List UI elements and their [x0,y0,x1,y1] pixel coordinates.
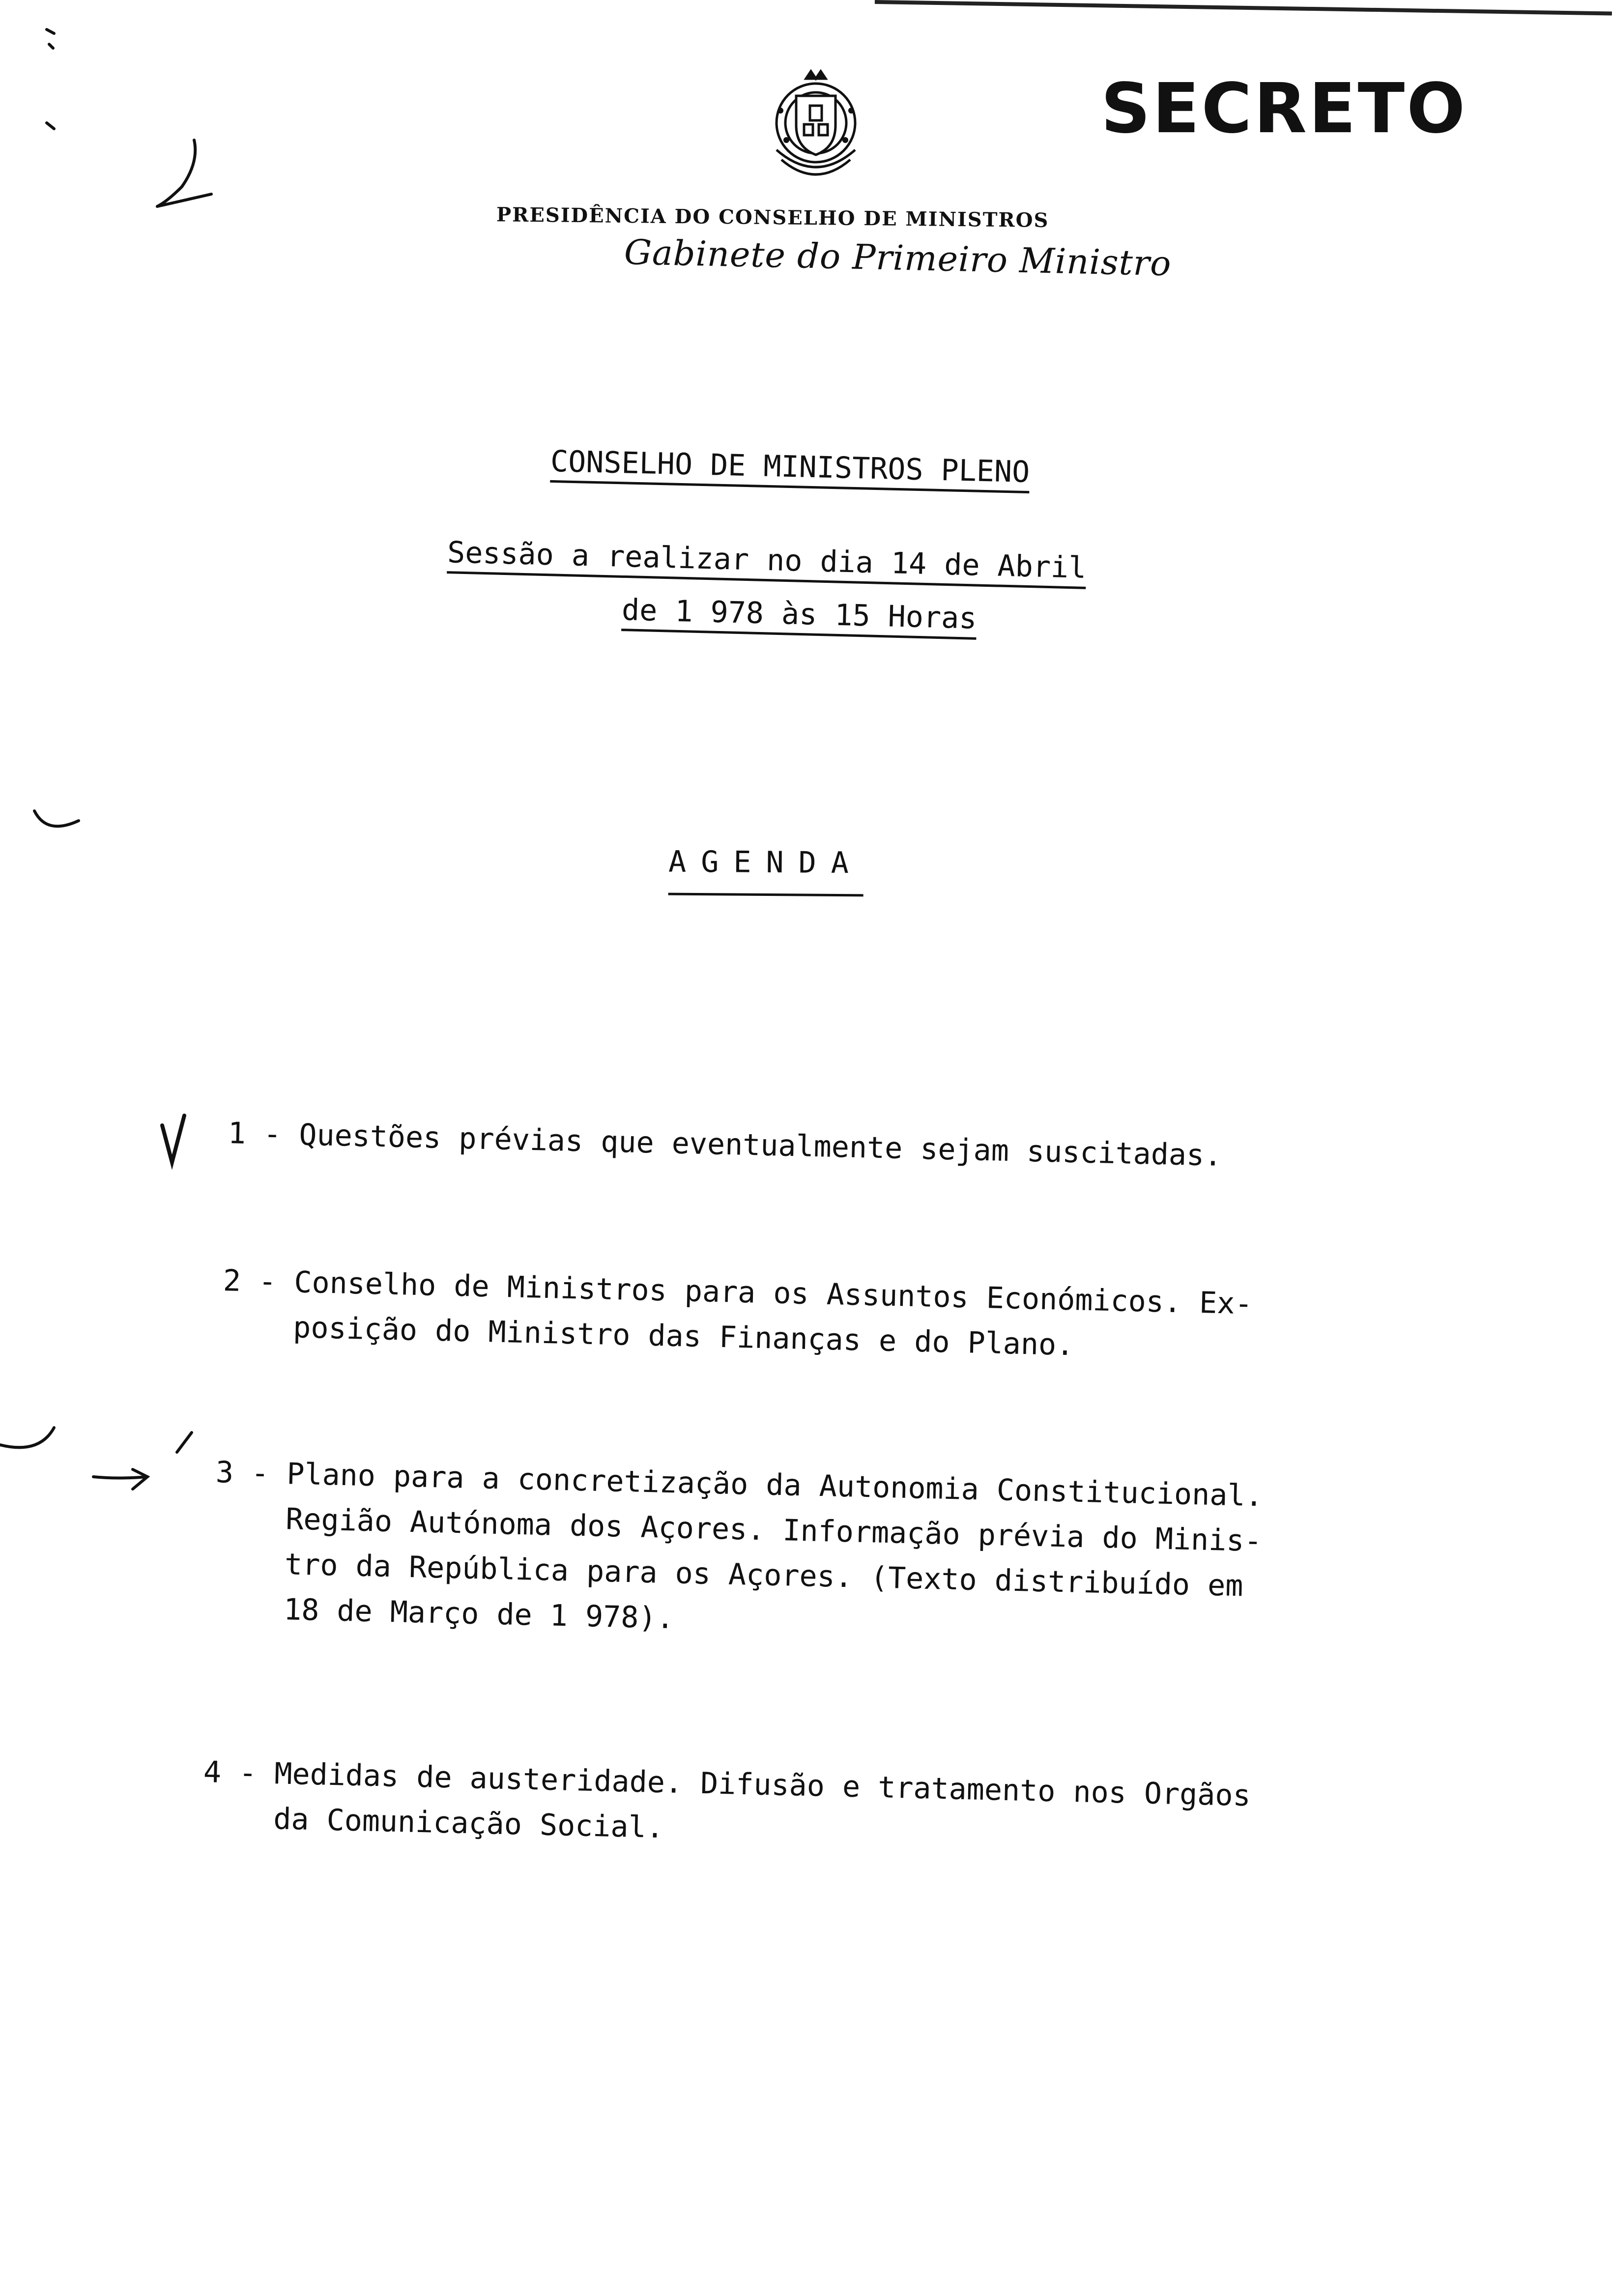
arrow-icon [93,1469,147,1489]
pen-mark-top-left-dash [157,194,211,206]
agenda-item-line: Questões prévias que eventualmente sejam suscitadas. [298,1118,1223,1173]
bracket-mark [34,811,79,826]
organization-name: PRESIDÊNCIA DO CONSELHO DE MINISTROS [496,203,1049,232]
agenda-item-line: Conselho de Ministros para os Assuntos Económicos. Ex- [293,1265,1253,1321]
classification-stamp: SECRETO [1101,69,1468,149]
top-edge-rule [875,0,1612,16]
portuguese-coat-of-arms-icon [757,66,875,189]
curve-mark-item-3 [0,1428,54,1447]
agenda-item-1: 1 - Questões prévias que eventualmente sejam suscitadas. [228,1116,1223,1173]
agenda-item-number: 2 [223,1263,241,1298]
agenda-item-3: 3 - Plano para a concretização da Autonomia Constitucional. Região Autónoma dos Açores. Informação prévia do Minis- tro da República para os Açores. (Texto distribuído em 18 de Março de 1 978). [215,1455,1264,1636]
agenda-item-4: 4 - Medidas de austeridade. Difusão e tratamento nos Orgãos da Comunicação Social. [203,1754,1251,1845]
council-title: CONSELHO DE MINISTROS PLENO [550,444,1030,490]
agenda-item-line: tro da República para os Açores. (Texto distribuído em [284,1547,1244,1604]
cabinet-name: Gabinete do Primeiro Ministro [624,232,1172,284]
agenda-item-line: Região Autónoma dos Açores. Informação prévia do Minis- [285,1502,1263,1559]
session-line-1: Sessão a realizar no dia 14 de Abril [447,535,1087,585]
agenda-item-line: Plano para a concretização da Autonomia Constitucional. [286,1457,1264,1514]
session-line-2: de 1 978 às 15 Horas [621,593,978,636]
agenda-item-number: 3 [215,1455,234,1490]
tick-mark-item-3 [177,1433,192,1452]
agenda-item-number: 1 [228,1116,246,1151]
agenda-item-line: posição do Ministro das Finanças e do Plano. [292,1310,1075,1363]
agenda-item-2: 2 - Conselho de Ministros para os Assuntos Económicos. Ex- posição do Ministro das Finanças e do Plano. [223,1263,1253,1363]
pen-tick-margin [47,29,54,129]
agenda-item-number: 4 [203,1754,222,1790]
pen-mark-top-left [157,140,195,206]
agenda-item-line: Medidas de austeridade. Difusão e tratamento nos Orgãos [274,1756,1251,1813]
check-mark-item-1 [162,1116,184,1162]
agenda-item-line: 18 de Março de 1 978). [283,1592,675,1636]
agenda-title: AGENDA [668,845,864,897]
agenda-item-line: da Comunicação Social. [273,1802,664,1845]
